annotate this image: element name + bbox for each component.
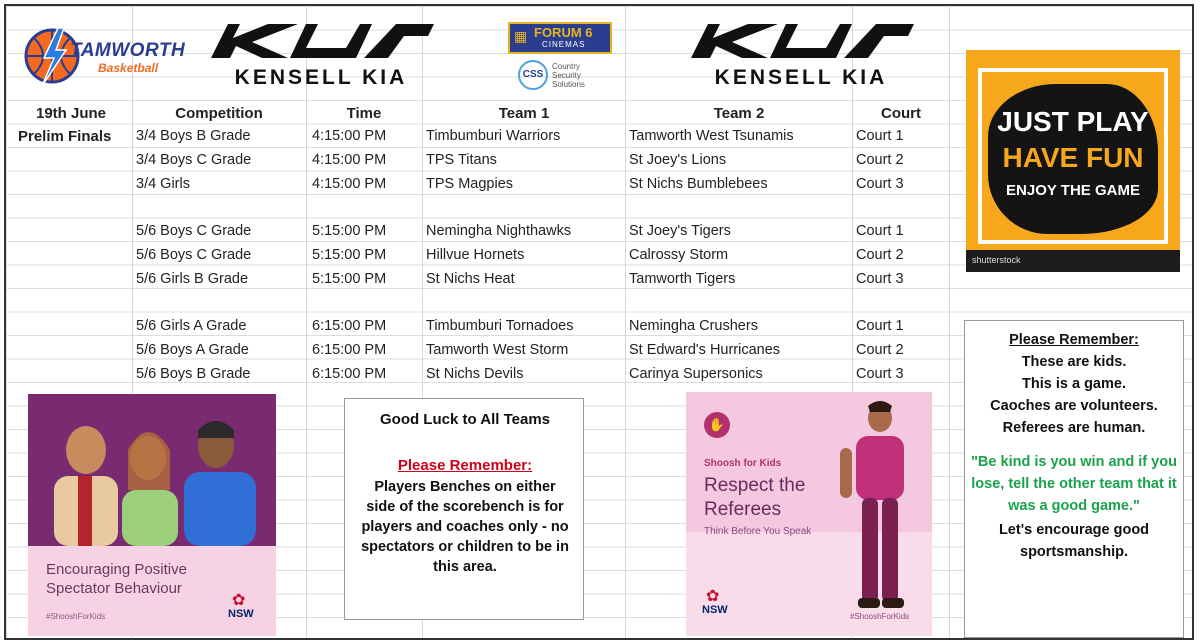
security-line: Solutions	[552, 80, 585, 89]
referee-tag: #ShooshForKids	[850, 612, 910, 621]
spectator-title: Encouraging Positive Spectator Behaviour	[46, 561, 187, 597]
forum-text: FORUM 6	[534, 25, 593, 40]
remember-box	[964, 320, 1184, 638]
cell-team2: Nemingha Crushers	[629, 318, 758, 334]
credit-text: shutterstock	[972, 255, 1021, 265]
cell-court: Court 2	[856, 247, 904, 263]
enjoy-line: ENJOY THE GAME	[1006, 182, 1140, 199]
remember-line: Caoches are volunteers.	[990, 398, 1158, 414]
cell-team1: Timbumburi Warriors	[426, 128, 561, 144]
cell-time: 4:15:00 PM	[312, 176, 387, 192]
remember-closing: Let's encourage good sportsmanship.	[998, 522, 1150, 560]
cell-court: Court 3	[856, 366, 904, 382]
cell-time: 5:15:00 PM	[312, 271, 387, 287]
remember-line: This is a game.	[1022, 376, 1126, 392]
cell-team2: Carinya Supersonics	[629, 366, 763, 382]
poster-illustration	[28, 394, 276, 546]
shoosh-icon: ✋	[704, 412, 730, 438]
cell-court: Court 1	[856, 128, 904, 144]
remember-line: Referees are human.	[1002, 420, 1146, 436]
grid-line	[306, 6, 307, 638]
good-luck-box	[344, 398, 584, 620]
referee-sub: Think Before You Speak	[704, 526, 812, 537]
cell-court: Court 2	[856, 342, 904, 358]
cell-competition: 3/4 Boys C Grade	[136, 152, 252, 168]
cell-team1: Hillvue Hornets	[426, 247, 525, 263]
remember-quote: "Be kind is you win and if you lose, tell the other team that it was a good game."	[971, 454, 1177, 514]
cell-team1: Timbumburi Tornadoes	[426, 318, 574, 334]
cinema-icon: ▦	[514, 28, 528, 44]
kia-logo-right	[686, 18, 916, 89]
remember-line: These are kids.	[1021, 354, 1127, 370]
forum-badge	[508, 22, 612, 54]
cell-court: Court 3	[856, 176, 904, 192]
waratah-icon: ✿	[706, 588, 720, 605]
kia-text: KENSELL KIA	[714, 66, 888, 89]
logo-text: TAMWORTH	[70, 40, 186, 61]
header-team2: Team 2	[713, 105, 765, 122]
cell-court: Court 1	[856, 318, 904, 334]
cell-competition: 5/6 Girls B Grade	[136, 271, 249, 287]
good-luck-body: Players Benches on either side of the scorebench is for players and coaches only - no spectators or children to be in this area.	[361, 479, 569, 575]
cell-team2: St Nichs Bumblebees	[629, 176, 768, 192]
cell-time: 6:15:00 PM	[312, 342, 387, 358]
cell-time: 6:15:00 PM	[312, 318, 387, 334]
cell-competition: 5/6 Girls A Grade	[136, 318, 247, 334]
kia-mark-icon	[686, 20, 916, 60]
have-fun-line: HAVE FUN	[1002, 142, 1144, 173]
grid-line	[949, 6, 950, 638]
cell-court: Court 2	[856, 152, 904, 168]
cell-team2: St Edward's Hurricanes	[629, 342, 781, 358]
just-play-line: JUST PLAY	[997, 106, 1149, 137]
cell-time: 4:15:00 PM	[312, 152, 387, 168]
cell-competition: 3/4 Boys B Grade	[136, 128, 251, 144]
referee-title: Respect the Referees	[704, 475, 806, 520]
cell-court: Court 1	[856, 223, 904, 239]
cell-team1: St Nichs Heat	[426, 271, 515, 287]
people-illustration-icon	[28, 394, 276, 546]
tamworth-basketball-logo	[24, 24, 186, 90]
spectator-poster	[28, 394, 276, 636]
security-line: Security	[552, 71, 581, 80]
cell-competition: 5/6 Boys C Grade	[136, 247, 252, 263]
good-luck-heading: Please Remember:	[397, 457, 533, 474]
cell-competition: 5/6 Boys A Grade	[136, 342, 249, 358]
nsw-logo: NSW	[228, 608, 254, 620]
security-line: Country	[552, 62, 581, 71]
cell-team2: Calrossy Storm	[629, 247, 729, 263]
header-competition: Competition	[175, 105, 263, 122]
spreadsheet	[4, 4, 1194, 640]
referee-poster	[686, 392, 932, 636]
spectator-tag: #ShooshForKids	[46, 612, 106, 621]
cell-team1: TPS Titans	[426, 152, 497, 168]
referee-kicker: Shoosh for Kids	[704, 458, 782, 469]
round-cell: Prelim Finals	[18, 128, 112, 145]
cell-competition: 3/4 Girls	[136, 176, 190, 192]
kia-text: KENSELL KIA	[234, 66, 408, 89]
cell-team1: Tamworth West Storm	[426, 342, 569, 358]
cell-team2: St Joey's Lions	[629, 152, 727, 168]
cell-team2: St Joey's Tigers	[629, 223, 731, 239]
header-team1: Team 1	[498, 105, 550, 122]
cell-time: 4:15:00 PM	[312, 128, 387, 144]
cell-team1: TPS Magpies	[426, 176, 514, 192]
cell-court: Court 3	[856, 271, 904, 287]
nsw-logo: NSW	[702, 604, 728, 616]
cell-time: 5:15:00 PM	[312, 247, 387, 263]
forum-cinemas-logo	[508, 22, 612, 92]
cell-team2: Tamworth West Tsunamis	[629, 128, 794, 144]
kia-logo-left	[206, 18, 436, 89]
cell-time: 5:15:00 PM	[312, 223, 387, 239]
cell-team1: St Nichs Devils	[426, 366, 524, 382]
thinking-person-icon	[832, 398, 924, 620]
cell-time: 6:15:00 PM	[312, 366, 387, 382]
remember-heading: Please Remember:	[1009, 332, 1139, 348]
security-logo-text	[552, 62, 585, 89]
cell-team2: Tamworth Tigers	[629, 271, 736, 287]
header-court: Court	[881, 105, 921, 122]
cell-team1: Nemingha Nighthawks	[426, 223, 572, 239]
cell-competition: 5/6 Boys B Grade	[136, 366, 251, 382]
security-logo-mark: CSS	[518, 60, 548, 90]
good-luck-title: Good Luck to All Teams	[379, 411, 551, 428]
date-cell: 19th June	[35, 105, 107, 122]
grid-line	[625, 6, 626, 638]
header-time: Time	[346, 105, 382, 122]
remember-lines	[965, 351, 1183, 439]
forum-subtext: CINEMAS	[542, 40, 586, 49]
kia-mark-icon	[206, 20, 436, 60]
cell-competition: 5/6 Boys C Grade	[136, 223, 252, 239]
just-play-poster	[966, 50, 1180, 272]
credit-bar	[966, 250, 1180, 272]
logo-subtext: Basketball	[98, 61, 159, 75]
waratah-icon: ✿	[232, 592, 246, 609]
